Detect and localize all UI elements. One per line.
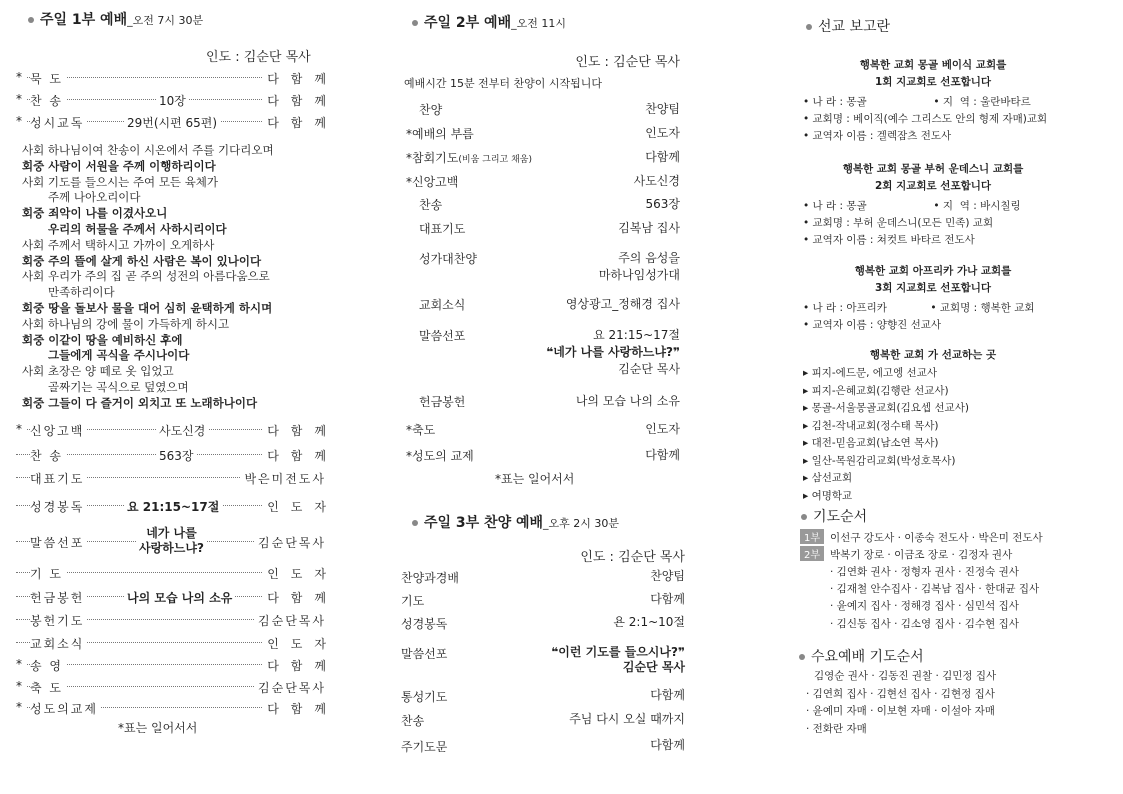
order-person [650, 569, 685, 584]
prayer-row [830, 581, 1039, 596]
reading-text: 주의 뜰에 살게 하신 사람은 복이 있나이다 [48, 253, 262, 268]
order-detail: 10장 [156, 92, 189, 109]
order-label: 대표기도 [30, 470, 87, 487]
reading-text: 그들이 다 즐거이 외치고 또 노래하나이다 [48, 395, 258, 410]
mission-heading: 행복한 교회 아프리카 가나 교회를 [854, 265, 1012, 277]
order-label [419, 393, 465, 410]
stand-mark: * [16, 114, 26, 128]
stand-mark: * [406, 151, 412, 165]
order-person-line: ❝네가 나를 사랑하느냐?❞ [546, 345, 680, 359]
stand-mark: * [406, 449, 412, 463]
order-person [645, 421, 680, 438]
order-label: 성도의교제 [30, 700, 101, 717]
order-person-line: 찬양팀 [650, 569, 685, 583]
order-label: 주기도문 [401, 740, 448, 754]
mission-title-text: 선교 보고란 [818, 19, 891, 35]
order-label [419, 101, 442, 118]
order-row [16, 422, 338, 438]
order-label: 말씀선포 [30, 534, 87, 551]
reading-text: 땅을 돌보사 물을 대어 심히 윤택하게 하시며 [48, 301, 273, 315]
reading-line [48, 284, 115, 300]
order-person-line: 주님 다시 오실 때까지 [569, 712, 685, 726]
reading-speaker: 사회 [22, 316, 48, 331]
order-label: 송 영 [30, 657, 66, 674]
reading-text: 기도를 들으시는 주여 모든 육체가 [47, 174, 219, 189]
order-person [569, 712, 685, 727]
bullet-icon [28, 17, 34, 23]
support-item: ▸ 피지-에드문, 에고엥 선교사 [803, 367, 937, 379]
support-heading: 행복한 교회 가 선교하는 곳 [869, 349, 997, 361]
order-label-text: 헌금봉헌 [419, 395, 466, 409]
bullet-icon [412, 520, 418, 526]
stand-mark: * [16, 422, 26, 436]
order-label: 기 도 [30, 565, 66, 582]
order-person [645, 125, 680, 142]
reading-speaker: 회중 [22, 253, 49, 268]
reading-line [48, 221, 227, 237]
support-item: ▸ 대전-믿음교회(남소연 목사) [803, 437, 939, 449]
order-label: 봉헌기도 [30, 612, 87, 629]
reading-line [22, 253, 261, 269]
reading-speaker: 사회 [22, 143, 48, 157]
order-person [551, 645, 685, 675]
reading-text: 죄악이 나를 이겼사오니 [48, 206, 168, 221]
stand-mark: * [406, 175, 412, 189]
order-label-text: 예배의 부름 [412, 127, 474, 141]
stand-mark: * [16, 700, 26, 714]
order-label [406, 447, 474, 464]
order-label [419, 196, 442, 213]
reading-speaker: 사회 [22, 269, 48, 284]
reading-line [48, 347, 189, 363]
stand-mark: * [16, 92, 26, 106]
bullet-icon [801, 514, 807, 520]
order-label-text: 교회소식 [419, 298, 466, 312]
reading-text: 만족하리이다 [48, 285, 115, 300]
order-label: 통성기도 [401, 690, 448, 704]
order-person [618, 220, 680, 237]
order-person: 박은미전도사 [240, 470, 326, 487]
reading-text: 하나님의 강에 물이 가득하게 하시고 [47, 316, 230, 331]
prayer-text: 박복기 장로 · 이금조 장로 · 김정자 권사 [830, 549, 1013, 562]
order-person [645, 447, 680, 464]
mission-heading: 행복한 교회 몽골 부허 운데스니 교회를 [842, 163, 1024, 175]
order-label-text: 말씀선포 [419, 329, 466, 343]
mission-detail: • 나 라 : 아프리카 • 교회명 : 행복한 교회 [803, 302, 1035, 314]
service1-footnote: *표는 일어서서 [118, 721, 198, 735]
order-label: 기도 [401, 594, 425, 608]
reading-speaker: 회중 [22, 332, 49, 347]
reading-line [22, 395, 257, 411]
order-label: 말씀선포 [401, 647, 448, 661]
order-person: 다함께 [263, 657, 338, 674]
reading-text: 주께서 택하시고 가까이 오게하사 [47, 237, 215, 252]
support-item: ▸ 몽골-서울몽골교회(김요셉 선교사) [803, 402, 969, 414]
reading-line [22, 142, 274, 158]
order-label: 찬 송 [30, 92, 66, 109]
order-person: 다함께 [263, 422, 338, 439]
order-label [419, 327, 465, 344]
order-row [16, 70, 338, 86]
prayer-text: · 윤예지 집사 · 정해경 집사 · 심민석 집사 [830, 600, 1019, 613]
order-row [16, 114, 338, 130]
reading-text: 우리가 주의 집 곧 주의 성전의 아름다움으로 [47, 269, 270, 284]
mission-detail: • 교역자 이름 : 겔렉잠츠 전도사 [803, 130, 952, 142]
support-item: ▸ 일산-목원감리교회(박성호목사) [803, 454, 956, 467]
order-label: 성시교독 [30, 114, 87, 131]
reading-line [22, 300, 272, 316]
mission-detail: • 교회명 : 베이직(예수 그리스도 안의 형제 자매)교회 [803, 113, 1048, 125]
order-person [646, 196, 681, 213]
order-person-line: 다함께 [650, 738, 685, 752]
prayer-row [830, 598, 1019, 613]
order-label [406, 173, 458, 190]
order-person-line: 인도자 [645, 422, 680, 436]
reading-text: 주께 나아오리이다 [48, 190, 141, 205]
order-person: 다함께 [263, 92, 338, 109]
order-label-note: (비움 그리고 채움) [458, 155, 532, 165]
reading-line [22, 158, 216, 174]
wed-row: 김영순 권사 · 김동진 권찰 · 김민정 집사 [814, 670, 997, 682]
order-label: 헌금봉헌 [30, 589, 87, 606]
wed-title-text: 수요예배 기도순서 [811, 649, 924, 665]
order-person-line: ❝이런 기도를 들으시나?❞ [551, 645, 685, 659]
order-label: 축 도 [30, 679, 66, 696]
order-label-text: 축도 [412, 423, 436, 437]
order-person: 다함께 [263, 114, 338, 131]
order-row [16, 526, 326, 555]
order-label [419, 250, 477, 267]
order-label: 교회소식 [30, 635, 87, 652]
order-row [16, 635, 338, 651]
support-item: ▸ 김천-작내교회(정수태 목사) [803, 419, 939, 432]
reading-line [48, 379, 189, 395]
bullet-icon [806, 24, 812, 30]
order-label-text: 신앙고백 [412, 175, 459, 189]
stand-mark: * [406, 423, 412, 437]
prayer-tag: 2부 [800, 546, 824, 561]
order-label: 찬송 [401, 714, 425, 728]
service2-leader: 인도 : 김순단 목사 [575, 55, 680, 70]
reading-text: 골짜기는 곡식으로 덮였으며 [48, 380, 189, 394]
order-person: 김순단목사 [254, 534, 326, 551]
order-row [16, 498, 338, 514]
reading-speaker: 회중 [22, 395, 49, 410]
mission-detail: • 교역자 이름 : 쳐컷트 바타르 전도사 [803, 234, 975, 246]
mission-heading: 2회 지교회로 선포합니다 [874, 180, 992, 192]
order-label: 묵 도 [30, 70, 66, 87]
prayer-text: · 김신동 집사 · 김소영 집사 · 김수현 집사 [830, 617, 1019, 630]
order-detail-line: 사랑하느냐? [139, 541, 204, 555]
wed-row: · 김연희 집사 · 김현선 집사 · 김현정 집사 [806, 687, 995, 700]
order-person [645, 149, 680, 166]
order-person-line: 마하나임성가대 [598, 268, 680, 282]
mission-heading: 1회 지교회로 선포합니다 [874, 76, 992, 88]
order-person [645, 101, 680, 118]
service3-leader: 인도 : 김순단 목사 [580, 550, 685, 565]
reading-line [22, 268, 270, 284]
order-person-line: 다함께 [650, 688, 685, 702]
order-label: 신앙고백 [30, 422, 87, 439]
stand-mark: * [16, 679, 26, 693]
service2-footnote: *표는 일어서서 [495, 472, 575, 486]
order-person-line: 563장 [645, 197, 680, 211]
prayer-text: 이선구 강도사 · 이종숙 전도사 · 박은미 전도사 [830, 532, 1043, 544]
order-person [650, 738, 685, 753]
prayer-text: · 김연화 권사 · 정형자 권사 · 진정숙 권사 [830, 565, 1019, 578]
prayer-row [800, 529, 1043, 545]
order-row [16, 700, 338, 716]
bullet-icon [412, 20, 418, 26]
service1-leader: 인도 : 김순단 목사 [206, 50, 311, 65]
reading-text: 그들에게 곡식을 주시나이다 [48, 348, 190, 363]
order-detail: 나의 모습 나의 소유 [124, 589, 235, 606]
order-person-line: 김순단 목사 [618, 362, 680, 376]
order-detail [136, 526, 207, 556]
order-person [634, 173, 680, 190]
order-row [16, 470, 326, 486]
order-person [650, 592, 685, 607]
order-person [576, 393, 680, 410]
order-detail: 563장 [156, 447, 197, 464]
order-label-text: 성가대찬양 [419, 252, 477, 266]
reading-speaker: 사회 [22, 174, 48, 189]
order-person-line: 인도자 [645, 126, 680, 140]
order-label [406, 149, 532, 166]
reading-line [22, 237, 214, 253]
order-person: 다함께 [263, 447, 338, 464]
order-person [566, 296, 680, 313]
order-detail: 29번(시편 65편) [124, 114, 220, 131]
prayer-row [830, 564, 1019, 579]
order-person: 인도자 [263, 498, 338, 515]
support-item: ▸ 피지-은혜교회(김행란 선교사) [803, 384, 949, 397]
order-label [419, 296, 465, 313]
service1-title [28, 9, 203, 29]
order-person: 다함께 [263, 70, 338, 87]
prayer-title [801, 506, 867, 526]
order-person-line: 다함께 [645, 150, 680, 164]
order-detail: 요 21:15~17절 [124, 498, 222, 515]
order-row [16, 612, 326, 628]
mission-detail: • 나 라 : 몽골 • 지 역 : 바시칠링 [803, 200, 1021, 212]
reading-line [22, 363, 174, 379]
reading-line [22, 174, 218, 190]
service1-title-text: 주일 1부 예배 [40, 12, 128, 28]
reading-speaker: 사회 [22, 364, 48, 379]
order-person-line: 다함께 [650, 592, 685, 606]
order-label: 찬 송 [30, 447, 66, 464]
reading-text: 사람이 서원을 주께 이행하리이다 [48, 158, 216, 173]
order-label-text: 참회기도 [412, 151, 459, 165]
mission-detail: • 나 라 : 몽골 • 지 역 : 울란바타르 [803, 96, 1031, 108]
order-detail: 사도신경 [156, 422, 208, 439]
reading-line [22, 205, 167, 221]
order-person-line: 김순단 목사 [622, 660, 685, 674]
order-label-text: 찬송 [419, 198, 443, 212]
order-person-line: 주의 음성을 [618, 251, 680, 265]
reading-line [22, 316, 229, 332]
order-label [406, 125, 474, 142]
service3-time: _오후 2시 30분 [543, 517, 620, 530]
order-person [599, 250, 680, 284]
wed-row: · 윤예미 자매 · 이보현 자매 · 이설아 자매 [806, 705, 995, 717]
service2-note: 예배시간 15분 전부터 찬양이 시작됩니다 [404, 77, 602, 90]
reading-text: 하나님이여 찬송이 시온에서 주를 기다리오며 [47, 143, 274, 157]
reading-text: 우리의 허물을 주께서 사하시리이다 [48, 222, 227, 236]
order-row [16, 92, 338, 108]
mission-heading: 3회 지교회로 선포합니다 [874, 282, 992, 294]
order-person: 다함께 [263, 589, 338, 606]
order-detail-line: 네가 나를 [146, 526, 197, 540]
order-person-line: 사도신경 [633, 174, 680, 188]
order-row [16, 679, 326, 695]
prayer-title-text: 기도순서 [813, 509, 868, 525]
reading-line [48, 189, 141, 205]
order-label: 성경봉독 [401, 617, 448, 631]
order-person [650, 688, 685, 703]
wed-row: · 전화란 자매 [806, 722, 867, 735]
order-person-line: 김복남 집사 [618, 221, 680, 235]
reading-speaker: 사회 [22, 237, 48, 252]
reading-text: 초장은 양 떼로 옷 입었고 [47, 364, 174, 379]
service3-title-text: 주일 3부 찬양 예배 [424, 515, 544, 531]
service2-time: _오전 11시 [511, 17, 566, 30]
mission-heading: 행복한 교회 몽골 베이식 교회를 [859, 59, 1007, 71]
order-row [16, 447, 338, 463]
prayer-row [800, 546, 1012, 562]
order-label [406, 421, 435, 438]
order-label [419, 220, 465, 237]
order-person-line: 영상광고_정해경 집사 [565, 297, 680, 311]
bullet-icon [799, 654, 805, 660]
order-label: 성경봉독 [30, 498, 87, 515]
order-label-text: 찬양 [419, 103, 443, 117]
reading-line [22, 332, 182, 348]
support-item: ▸ 여명학교 [803, 489, 853, 502]
order-person: 인도자 [263, 635, 338, 652]
service3-title [412, 512, 619, 532]
order-person-line: 요 21:15~17절 [593, 328, 680, 342]
order-person-line: 찬양팀 [645, 102, 680, 116]
service2-title-text: 주일 2부 예배 [424, 15, 512, 31]
prayer-text: · 김재철 안수집사 · 김복남 집사 · 한대균 집사 [830, 582, 1040, 595]
prayer-tag: 1부 [800, 529, 824, 544]
reading-speaker: 회중 [22, 206, 49, 221]
prayer-row [830, 616, 1019, 631]
order-person: 인도자 [263, 565, 338, 582]
order-person-line: 욘 2:1~10절 [613, 615, 685, 629]
mission-title [806, 16, 890, 36]
order-person: 다함께 [263, 700, 338, 717]
order-label: 찬양과경배 [401, 571, 459, 585]
order-person [546, 327, 680, 378]
support-item: ▸ 삼선교회 [803, 472, 853, 484]
reading-text: 이같이 땅을 예비하신 후에 [48, 332, 183, 347]
order-label-text: 대표기도 [419, 222, 466, 236]
reading-speaker: 회중 [22, 301, 49, 315]
stand-mark: * [406, 127, 412, 141]
order-row [16, 565, 338, 581]
order-person [613, 615, 685, 630]
order-person: 김순단목사 [254, 612, 326, 629]
reading-speaker: 회중 [22, 158, 49, 173]
order-person: 김순단목사 [254, 679, 326, 696]
service1-time: _오전 7시 30분 [127, 14, 204, 27]
service2-title [412, 12, 566, 32]
mission-detail: • 교역자 이름 : 양향진 선교사 [803, 319, 941, 331]
stand-mark: * [16, 657, 26, 671]
order-label-text: 성도의 교제 [412, 449, 474, 463]
order-person-line: 다함께 [645, 448, 680, 462]
mission-detail: • 교회명 : 부허 운데스니(모든 민족) 교회 [803, 217, 994, 229]
wed-title [799, 646, 924, 666]
order-row [16, 657, 338, 673]
stand-mark: * [16, 70, 26, 84]
order-person-line: 나의 모습 나의 소유 [575, 394, 680, 408]
order-row [16, 589, 338, 605]
